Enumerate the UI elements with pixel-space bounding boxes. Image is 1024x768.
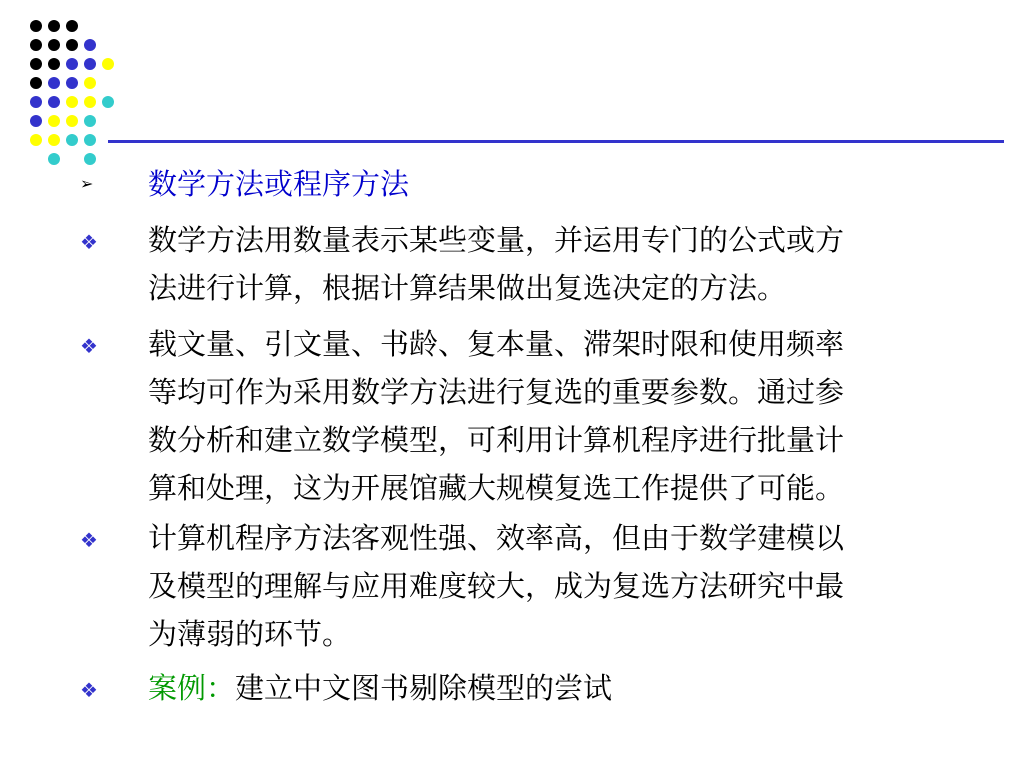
- case-text: [148, 664, 988, 712]
- bullet-line: 算和处理，这为开展馆藏大规模复选工作提供了可能。: [148, 471, 845, 505]
- decor-dot: [102, 96, 114, 108]
- diamond-bullet-icon: ❖: [80, 230, 98, 254]
- decor-dot: [84, 134, 96, 146]
- decor-dot: [48, 39, 60, 51]
- decor-dot: [48, 153, 60, 165]
- case-title: 建立中文图书剔除模型的尝试: [235, 671, 613, 705]
- decor-dot: [48, 58, 60, 70]
- decor-dot: [30, 115, 42, 127]
- decor-dot: [30, 134, 42, 146]
- decor-dot: [30, 39, 42, 51]
- case-line: [148, 664, 988, 712]
- decor-dot: [48, 115, 60, 127]
- case-label: 案例：: [148, 671, 236, 705]
- decor-dot: [84, 77, 96, 89]
- bullet-text: [148, 320, 988, 512]
- bullet-text: [148, 216, 988, 312]
- decor-dot: [84, 58, 96, 70]
- diamond-bullet-icon: ❖: [80, 334, 98, 358]
- bullet-line: 及模型的理解与应用难度较大，成为复选方法研究中最: [148, 569, 845, 603]
- bullet-line: 数分析和建立数学模型，可利用计算机程序进行批量计: [148, 423, 845, 457]
- decor-dot: [48, 96, 60, 108]
- decor-dot: [66, 77, 78, 89]
- section-heading-text: 数学方法或程序方法: [148, 167, 410, 201]
- diamond-bullet-icon: ❖: [80, 678, 98, 702]
- diamond-bullet-icon: ❖: [80, 528, 98, 552]
- bullet-text: [148, 514, 988, 658]
- decor-dot: [30, 96, 42, 108]
- decor-dot: [30, 20, 42, 32]
- decor-dot: [84, 153, 96, 165]
- bullet-line: 等均可作为采用数学方法进行复选的重要参数。通过参: [148, 375, 845, 409]
- decor-dot: [66, 58, 78, 70]
- bullet-line: 计算机程序方法客观性强、效率高，但由于数学建模以: [148, 521, 845, 555]
- decor-dot: [66, 115, 78, 127]
- bullet-line: 为薄弱的环节。: [148, 617, 352, 651]
- decor-dot: [48, 77, 60, 89]
- bullet-line: 载文量、引文量、书龄、复本量、滞架时限和使用频率: [148, 327, 845, 361]
- arrow-bullet-icon: ➢: [80, 174, 94, 193]
- decor-dot: [102, 58, 114, 70]
- decor-dot: [66, 96, 78, 108]
- decor-dot: [48, 20, 60, 32]
- decor-dot: [30, 58, 42, 70]
- decor-dot: [30, 77, 42, 89]
- decor-dot: [48, 134, 60, 146]
- section-heading: [148, 160, 988, 208]
- title-divider-line: [108, 140, 1004, 143]
- decor-dot: [66, 39, 78, 51]
- decor-dot: [66, 134, 78, 146]
- decor-dot: [84, 39, 96, 51]
- decor-dot: [84, 115, 96, 127]
- bullet-line: 数学方法用数量表示某些变量，并运用专门的公式或方: [148, 223, 845, 257]
- decor-dot: [66, 20, 78, 32]
- bullet-line: 法进行计算，根据计算结果做出复选决定的方法。: [148, 271, 787, 305]
- decor-dot: [84, 96, 96, 108]
